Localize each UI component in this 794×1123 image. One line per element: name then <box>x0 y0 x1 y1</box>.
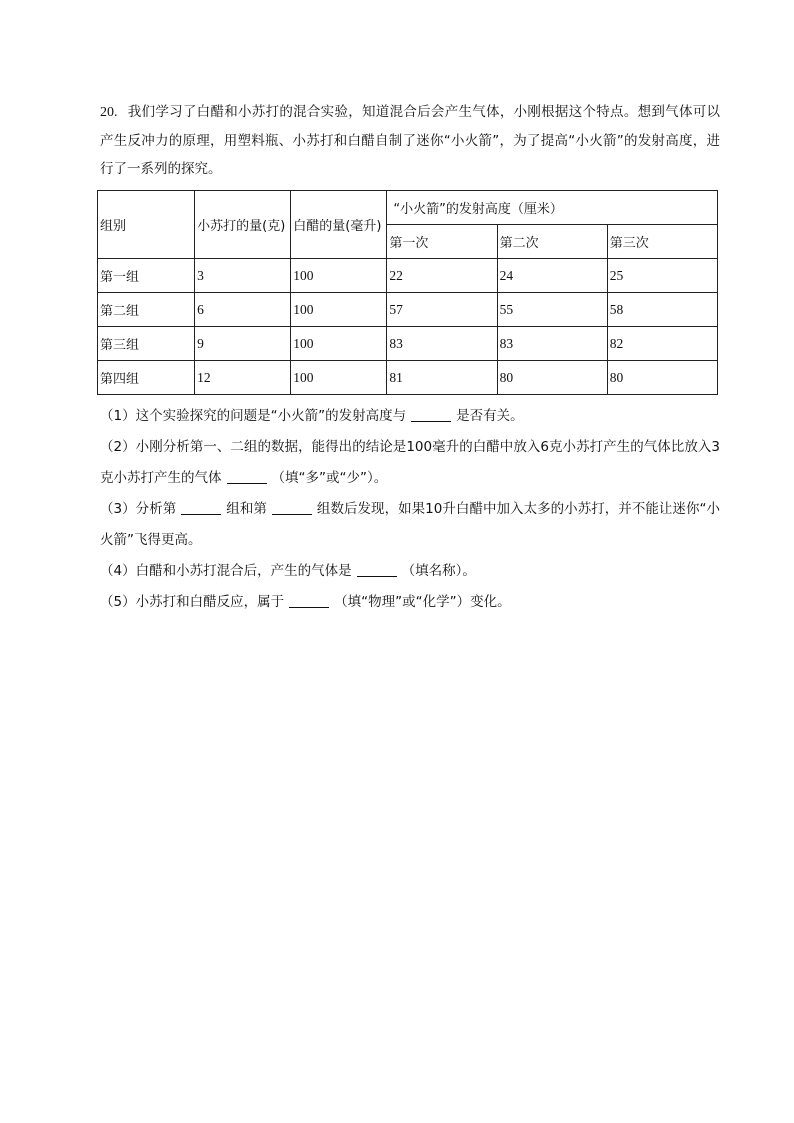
sub-question-4 <box>100 556 720 587</box>
header-trial-3: 第三次 <box>607 225 717 259</box>
table-row <box>98 293 718 327</box>
header-trial-1: 第一次 <box>387 225 497 259</box>
header-vinegar: 白醋的量(毫升) <box>291 191 387 259</box>
q5-text-a: （5）小苏打和白醋反应，属于 <box>100 594 285 610</box>
q2-text-b: （填“多”或“少”）。 <box>271 470 388 486</box>
experiment-table <box>97 190 718 395</box>
table-header-row <box>98 191 718 225</box>
answer-blank[interactable] <box>272 500 312 515</box>
cell-trial-1: 57 <box>387 293 497 327</box>
cell-soda: 12 <box>195 361 291 395</box>
header-trial-2: 第二次 <box>497 225 607 259</box>
q4-text-b: （填名称）。 <box>401 563 476 579</box>
q3-text-b: 组和第 <box>226 501 267 517</box>
cell-trial-2: 55 <box>497 293 607 327</box>
sub-question-3 <box>100 494 720 556</box>
cell-group: 第一组 <box>98 259 195 293</box>
sub-question-1 <box>100 401 720 432</box>
cell-trial-3: 80 <box>607 361 717 395</box>
answer-blank[interactable] <box>411 407 451 422</box>
cell-trial-1: 83 <box>387 327 497 361</box>
header-height: “小火箭”的发射高度（厘米） <box>387 191 718 225</box>
table-row <box>98 327 718 361</box>
table-row <box>98 259 718 293</box>
q4-text-a: （4）白醋和小苏打混合后，产生的气体是 <box>100 563 352 579</box>
q5-text-b: （填“物理”或“化学”）变化。 <box>334 594 511 610</box>
q2-text-a: （2）小刚分析第一、二组的数据，能得出的结论是100毫升的白醋中放入6克小苏打产生的气体比放入3克小苏打产生的气体 <box>100 439 720 486</box>
sub-question-5 <box>100 587 720 618</box>
table-row <box>98 361 718 395</box>
cell-vinegar: 100 <box>291 293 387 327</box>
cell-trial-2: 24 <box>497 259 607 293</box>
question-intro-text: 我们学习了白醋和小苏打的混合实验，知道混合后会产生气体，小刚根据这个特点。想到气体可以产生反冲力的原理，用塑料瓶、小苏打和白醋自制了迷你“小火箭”，为了提高“小火箭”的发射高度，进行了一系列的探究。 <box>100 104 720 177</box>
cell-trial-1: 22 <box>387 259 497 293</box>
cell-group: 第四组 <box>98 361 195 395</box>
cell-vinegar: 100 <box>291 259 387 293</box>
q1-text-b: 是否有关。 <box>456 408 524 424</box>
cell-trial-2: 80 <box>497 361 607 395</box>
cell-trial-3: 58 <box>607 293 717 327</box>
cell-trial-1: 81 <box>387 361 497 395</box>
cell-soda: 3 <box>195 259 291 293</box>
cell-group: 第三组 <box>98 327 195 361</box>
answer-blank[interactable] <box>289 593 329 608</box>
cell-trial-3: 25 <box>607 259 717 293</box>
sub-questions <box>100 401 720 618</box>
q3-text-c: 组数后发现，如果10升白醋中加入太多的小苏打，并不能让迷你“小火箭”飞得更高。 <box>100 501 721 548</box>
question-number: 20. <box>100 105 118 120</box>
cell-trial-2: 83 <box>497 327 607 361</box>
question-intro <box>100 98 720 183</box>
cell-vinegar: 100 <box>291 361 387 395</box>
answer-blank[interactable] <box>227 469 267 484</box>
cell-soda: 6 <box>195 293 291 327</box>
header-group: 组别 <box>98 191 195 259</box>
answer-blank[interactable] <box>357 562 397 577</box>
cell-soda: 9 <box>195 327 291 361</box>
cell-group: 第二组 <box>98 293 195 327</box>
cell-vinegar: 100 <box>291 327 387 361</box>
cell-trial-3: 82 <box>607 327 717 361</box>
sub-question-2 <box>100 432 720 494</box>
q3-text-a: （3）分析第 <box>100 501 177 517</box>
header-soda: 小苏打的量(克) <box>195 191 291 259</box>
q1-text-a: （1）这个实验探究的问题是“小火箭”的发射高度与 <box>100 408 407 424</box>
answer-blank[interactable] <box>181 500 221 515</box>
